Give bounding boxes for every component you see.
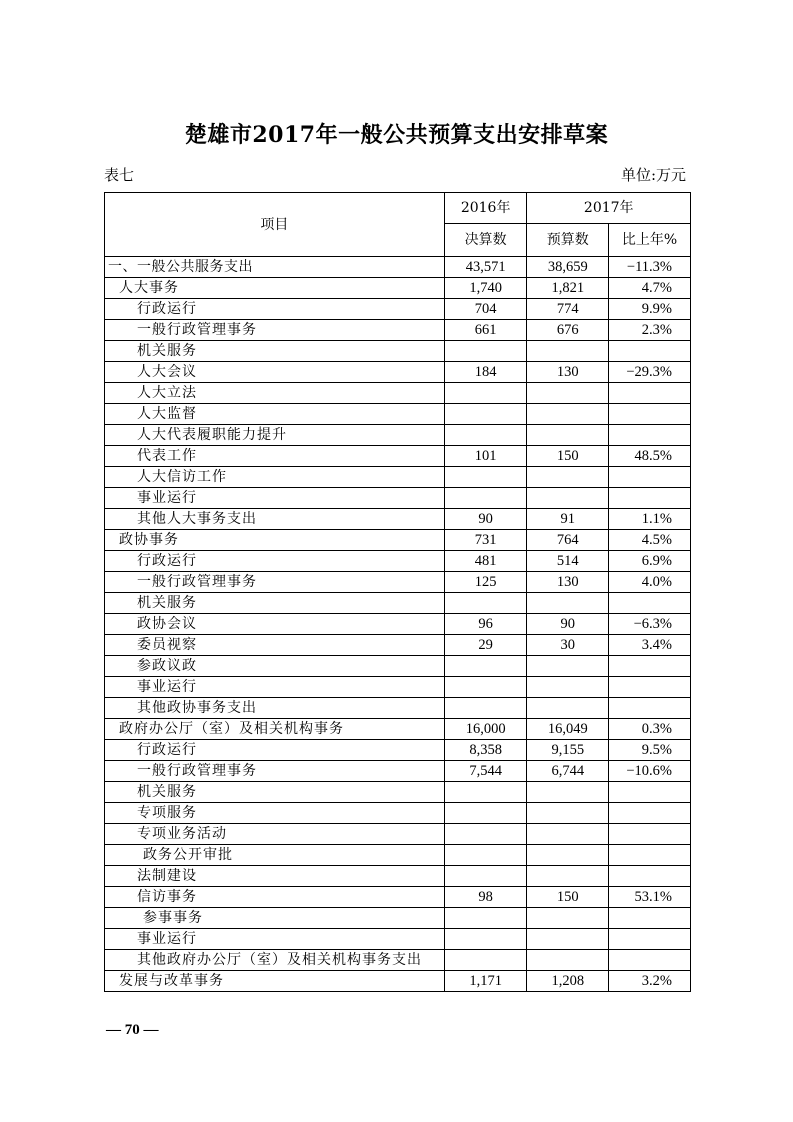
row-final-2016: 90 [444,509,527,530]
row-final-2016 [444,908,527,929]
row-final-2016 [444,467,527,488]
row-yoy-percent: −10.6% [609,761,691,782]
document-title: 楚雄市2017年一般公共预算支出安排草案 [184,122,609,148]
table-row [105,383,691,404]
row-name: 行政运行 [105,299,445,320]
row-name: 参事事务 [105,908,445,929]
row-name: 行政运行 [105,740,445,761]
row-yoy-percent: −29.3% [609,362,691,383]
row-yoy-percent [609,383,691,404]
table-row [105,761,691,782]
row-budget-2017: 91 [527,509,609,530]
row-name: 一般行政管理事务 [105,572,445,593]
row-final-2016 [444,425,527,446]
row-yoy-percent [609,929,691,950]
row-budget-2017: 1,208 [527,971,609,992]
row-name: 其他政协事务支出 [105,698,445,719]
row-final-2016 [444,866,527,887]
table-row [105,530,691,551]
row-yoy-percent [609,341,691,362]
row-budget-2017: 1,821 [527,278,609,299]
row-yoy-percent: 4.5% [609,530,691,551]
row-budget-2017: 16,049 [527,719,609,740]
row-yoy-percent: 1.1% [609,509,691,530]
row-yoy-percent [609,845,691,866]
table-row [105,740,691,761]
row-budget-2017: 6,744 [527,761,609,782]
row-final-2016 [444,803,527,824]
row-budget-2017 [527,950,609,971]
row-final-2016 [444,845,527,866]
table-row [105,257,691,278]
table-row [105,866,691,887]
row-budget-2017: 130 [527,362,609,383]
row-budget-2017: 9,155 [527,740,609,761]
row-yoy-percent: 0.3% [609,719,691,740]
row-final-2016: 1,171 [444,971,527,992]
row-final-2016 [444,341,527,362]
header-year-2016: 2016年 [444,193,527,224]
row-name: 一般行政管理事务 [105,320,445,341]
row-budget-2017: 764 [527,530,609,551]
row-final-2016 [444,782,527,803]
row-budget-2017 [527,656,609,677]
table-row [105,509,691,530]
row-final-2016: 101 [444,446,527,467]
row-final-2016: 661 [444,320,527,341]
row-budget-2017 [527,803,609,824]
table-row [105,782,691,803]
row-name: 机关服务 [105,782,445,803]
table-row [105,929,691,950]
row-name: 信访事务 [105,887,445,908]
table-label: 表七 [104,166,135,184]
table-row [105,572,691,593]
row-name: 人大信访工作 [105,467,445,488]
row-final-2016 [444,488,527,509]
row-budget-2017 [527,824,609,845]
row-yoy-percent [609,950,691,971]
row-name: 其他政府办公厅（室）及相关机构事务支出 [105,950,445,971]
row-yoy-percent [609,488,691,509]
row-name: 一般行政管理事务 [105,761,445,782]
table-row [105,341,691,362]
row-final-2016: 43,571 [444,257,527,278]
header-year-2017: 2017年 [527,193,691,224]
row-name: 其他人大事务支出 [105,509,445,530]
row-final-2016 [444,656,527,677]
row-budget-2017: 150 [527,887,609,908]
row-name: 行政运行 [105,551,445,572]
row-final-2016: 184 [444,362,527,383]
row-name: 人大会议 [105,362,445,383]
row-budget-2017: 514 [527,551,609,572]
table-row [105,614,691,635]
row-budget-2017 [527,929,609,950]
row-final-2016 [444,404,527,425]
table-row [105,677,691,698]
row-name: 事业运行 [105,929,445,950]
row-budget-2017 [527,698,609,719]
table-row [105,824,691,845]
row-yoy-percent: 48.5% [609,446,691,467]
row-name: 人大事务 [105,278,445,299]
row-budget-2017 [527,467,609,488]
row-budget-2017 [527,845,609,866]
header-budget: 预算数 [527,224,609,257]
table-body [105,257,691,992]
table-row [105,950,691,971]
row-yoy-percent [609,824,691,845]
row-yoy-percent: 3.2% [609,971,691,992]
table-row [105,551,691,572]
row-name: 政务公开审批 [105,845,445,866]
row-name: 人大代表履职能力提升 [105,425,445,446]
table-row [105,320,691,341]
row-budget-2017: 130 [527,572,609,593]
row-budget-2017 [527,404,609,425]
row-name: 政协会议 [105,614,445,635]
row-yoy-percent: 3.4% [609,635,691,656]
row-yoy-percent: 4.7% [609,278,691,299]
row-final-2016: 125 [444,572,527,593]
row-budget-2017 [527,383,609,404]
row-yoy-percent [609,782,691,803]
row-yoy-percent: 9.5% [609,740,691,761]
table-row [105,299,691,320]
row-name: 人大监督 [105,404,445,425]
row-yoy-percent [609,803,691,824]
row-budget-2017 [527,908,609,929]
row-final-2016 [444,950,527,971]
row-final-2016: 98 [444,887,527,908]
table-row [105,278,691,299]
row-final-2016: 1,740 [444,278,527,299]
row-final-2016 [444,593,527,614]
table-row [105,635,691,656]
row-final-2016 [444,929,527,950]
row-yoy-percent: 6.9% [609,551,691,572]
row-budget-2017: 774 [527,299,609,320]
row-final-2016: 704 [444,299,527,320]
row-yoy-percent [609,677,691,698]
table-row [105,698,691,719]
row-final-2016 [444,677,527,698]
row-final-2016: 29 [444,635,527,656]
header-yoy: 比上年% [609,224,691,257]
row-name: 法制建设 [105,866,445,887]
table-row [105,404,691,425]
table-row [105,656,691,677]
table-row [105,908,691,929]
row-name: 发展与改革事务 [105,971,445,992]
row-name: 委员视察 [105,635,445,656]
unit-label: 单位:万元 [620,166,686,184]
table-row [105,971,691,992]
row-yoy-percent [609,908,691,929]
row-final-2016 [444,824,527,845]
row-budget-2017: 676 [527,320,609,341]
row-final-2016: 7,544 [444,761,527,782]
row-budget-2017: 30 [527,635,609,656]
budget-table [104,192,691,992]
row-budget-2017 [527,866,609,887]
row-yoy-percent: 53.1% [609,887,691,908]
header-item: 项目 [105,193,445,257]
row-name: 政协事务 [105,530,445,551]
row-yoy-percent [609,593,691,614]
row-yoy-percent: 4.0% [609,572,691,593]
row-name: 专项业务活动 [105,824,445,845]
table-row [105,845,691,866]
page-number: — 70 — [106,1022,159,1038]
row-yoy-percent [609,404,691,425]
table-row [105,425,691,446]
row-name: 代表工作 [105,446,445,467]
table-row [105,362,691,383]
row-budget-2017 [527,488,609,509]
table-row [105,887,691,908]
row-budget-2017 [527,593,609,614]
row-name: 政府办公厅（室）及相关机构事务 [105,719,445,740]
row-name: 一、一般公共服务支出 [105,257,445,278]
row-yoy-percent [609,656,691,677]
row-budget-2017 [527,341,609,362]
row-name: 人大立法 [105,383,445,404]
row-yoy-percent: −6.3% [609,614,691,635]
row-name: 事业运行 [105,677,445,698]
row-yoy-percent: −11.3% [609,257,691,278]
row-final-2016: 96 [444,614,527,635]
row-name: 参政议政 [105,656,445,677]
table-row [105,467,691,488]
row-budget-2017 [527,425,609,446]
row-final-2016 [444,383,527,404]
row-final-2016: 481 [444,551,527,572]
row-name: 专项服务 [105,803,445,824]
table-row [105,488,691,509]
header-final: 决算数 [444,224,527,257]
row-yoy-percent [609,425,691,446]
row-final-2016 [444,698,527,719]
row-budget-2017: 90 [527,614,609,635]
row-yoy-percent: 2.3% [609,320,691,341]
row-name: 机关服务 [105,593,445,614]
row-final-2016: 16,000 [444,719,527,740]
table-row [105,446,691,467]
row-name: 事业运行 [105,488,445,509]
row-yoy-percent [609,866,691,887]
row-yoy-percent [609,698,691,719]
row-name: 机关服务 [105,341,445,362]
row-budget-2017 [527,782,609,803]
row-yoy-percent [609,467,691,488]
row-yoy-percent: 9.9% [609,299,691,320]
row-final-2016: 731 [444,530,527,551]
row-budget-2017: 150 [527,446,609,467]
row-budget-2017 [527,677,609,698]
table-row [105,803,691,824]
table-row [105,593,691,614]
row-final-2016: 8,358 [444,740,527,761]
table-row [105,719,691,740]
row-budget-2017: 38,659 [527,257,609,278]
